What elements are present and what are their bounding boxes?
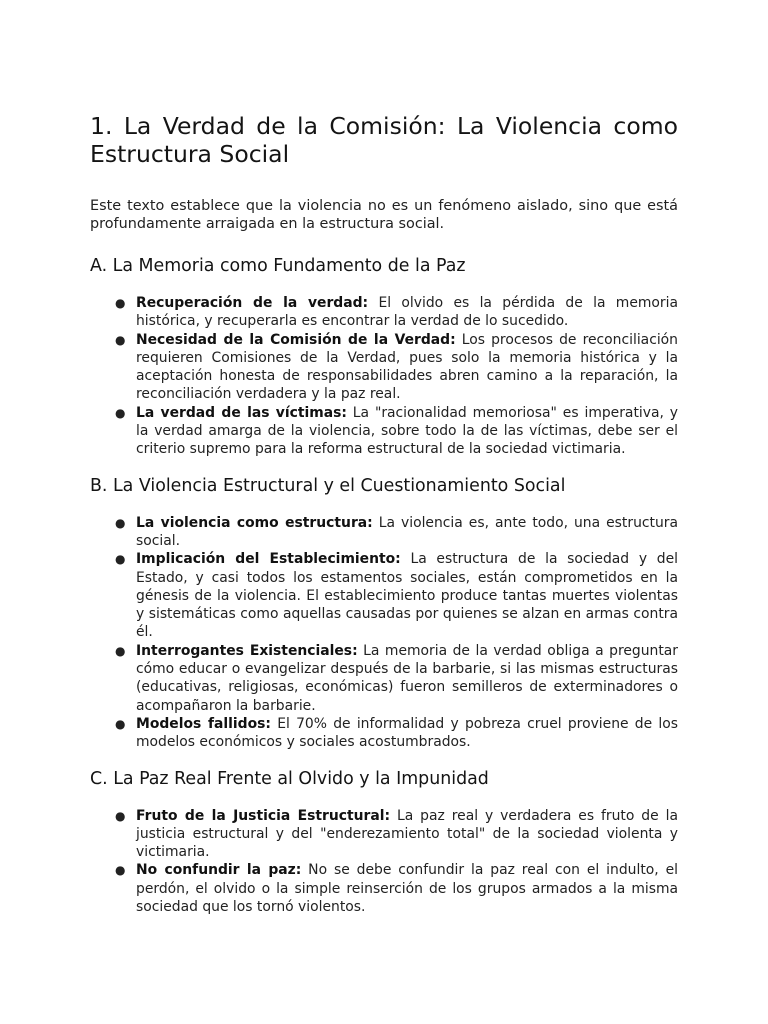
section-list-b <box>90 514 678 752</box>
list-item <box>115 861 678 916</box>
list-item <box>115 642 678 715</box>
list-item-term: Implicación del Establecimiento: <box>136 551 401 568</box>
bullet-icon: ● <box>115 405 126 420</box>
list-item-text: La estructura de la sociedad y del Estado, y casi todos los estamentos sociales, están comprometidos en la génesis de la violencia. El establecimiento produce tantas muertes violentas y sistemáticas como aquellas causadas por quienes se alzan en armas contra él. <box>136 551 678 641</box>
list-item-term: No confundir la paz: <box>136 862 302 879</box>
list-item-text: Los procesos de reconciliación requieren Comisiones de la Verdad, pues solo la memoria histórica y la aceptación honesta de responsabilidades abren camino a la reparación, la reconciliación verdadera y la paz real. <box>136 331 678 403</box>
list-item-term: Fruto de la Justicia Estructural: <box>136 807 391 824</box>
bullet-icon: ● <box>115 296 126 310</box>
list-item-text: La "racionalidad memoriosa" es imperativa, y la verdad amarga de la violencia, sobre todo la de las víctimas, debe ser el criterio supremo para la reforma estructural de la sociedad victimaria. <box>136 404 679 458</box>
bullet-icon: ● <box>115 863 126 878</box>
bullet-icon: ● <box>115 332 126 347</box>
list-item-term: Necesidad de la Comisión de la Verdad: <box>136 331 456 348</box>
section-list-c <box>90 807 678 917</box>
bullet-icon: ● <box>115 552 126 567</box>
list-item-text: La memoria de la verdad obliga a preguntar cómo educar o evangelizar después de la barbarie, si las mismas estructuras (educativas, religiosas, económicas) fueron semilleros de exterminadores o acompañaron la barbarie. <box>136 642 678 714</box>
section-heading-b: B. La Violencia Estructural y el Cuestionamiento Social <box>90 475 566 496</box>
list-item-term: Modelos fallidos: <box>136 715 271 732</box>
list-item-term: Interrogantes Existenciales: <box>136 642 358 659</box>
list-item <box>115 331 678 404</box>
bullet-icon: ● <box>115 643 126 658</box>
list-item <box>115 514 678 551</box>
section-list-a <box>90 294 678 459</box>
page-title: 1. La Verdad de la Comisión: La Violencia como Estructura Social <box>90 112 678 168</box>
section-heading-a: A. La Memoria como Fundamento de la Paz <box>90 256 466 276</box>
bullet-icon: ● <box>115 515 126 530</box>
list-item <box>115 807 678 862</box>
intro-paragraph: Este texto establece que la violencia no es un fenómeno aislado, sino que está profundamente arraigada en la estructura social. <box>90 198 678 232</box>
list-item-term: La verdad de las víctimas: <box>136 404 347 421</box>
list-item <box>115 715 678 752</box>
bullet-icon: ● <box>115 716 126 731</box>
list-item-text: El 70% de informalidad y pobreza cruel proviene de los modelos económicos y sociales acostumbrados. <box>136 715 678 751</box>
list-item <box>115 550 678 641</box>
list-item <box>115 404 679 459</box>
list-item-text: La paz real y verdadera es fruto de la justicia estructural y del "enderezamiento total" de la sociedad violenta y victimaria. <box>136 807 678 861</box>
list-item-text: La violencia es, ante todo, una estructura social. <box>136 514 678 549</box>
list-item-term: Recuperación de la verdad: <box>136 295 369 311</box>
section-heading-c: C. La Paz Real Frente al Olvido y la Impunidad <box>90 768 489 789</box>
bullet-icon: ● <box>115 808 126 823</box>
list-item-text: El olvido es la pérdida de la memoria histórica, y recuperarla es encontrar la verdad de lo sucedido. <box>136 295 678 330</box>
list-item <box>115 294 678 331</box>
list-item-term: La violencia como estructura: <box>136 514 373 531</box>
list-item-text: No se debe confundir la paz real con el indulto, el perdón, el olvido o la simple reinserción de los grupos armados a la misma sociedad que los tornó violentos. <box>136 862 678 916</box>
